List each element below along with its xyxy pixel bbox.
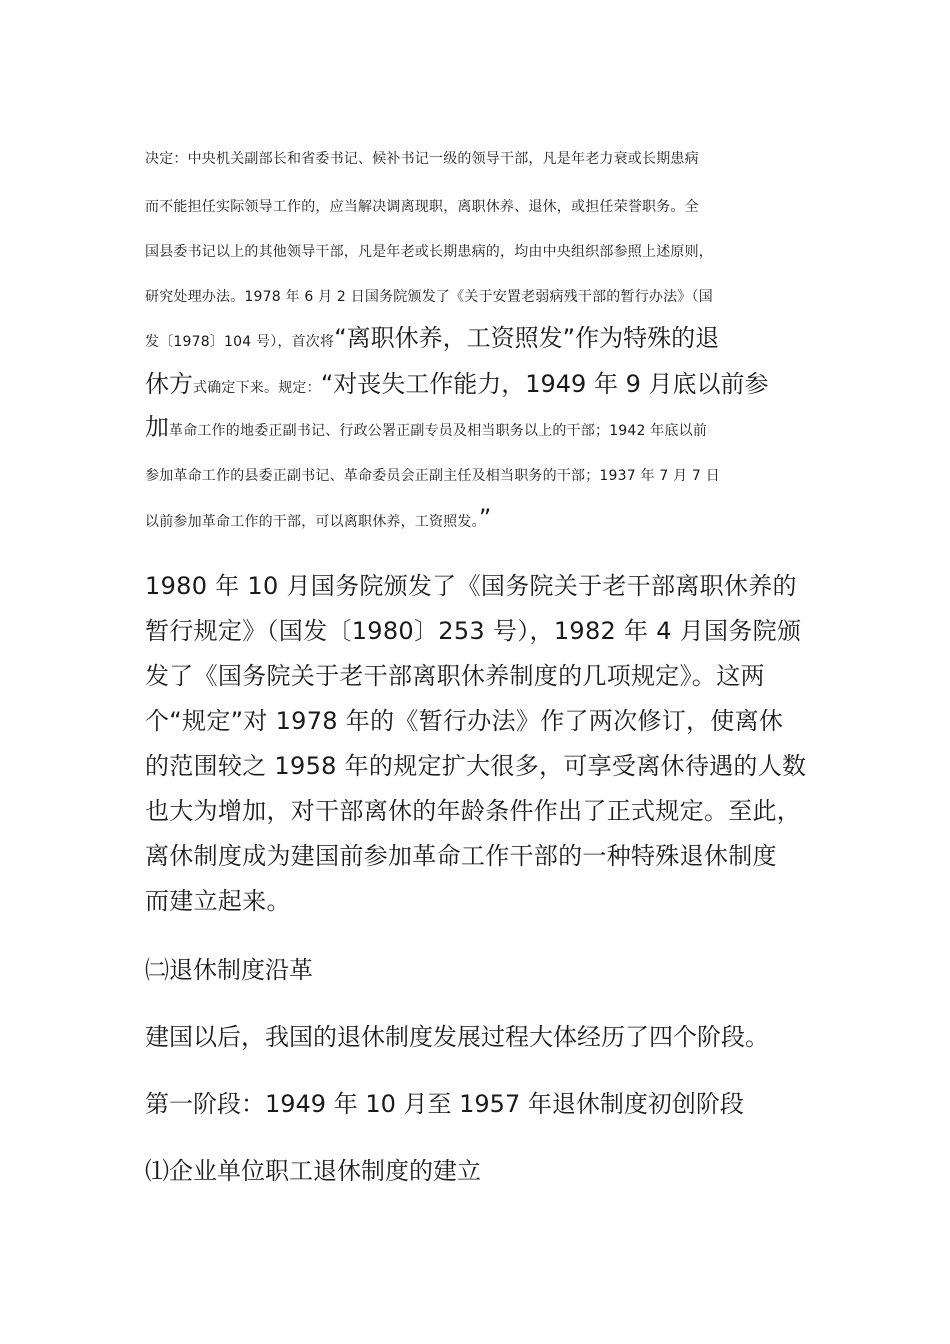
quote-line-5-big: “离职休养，工资照发”作为特殊的退 [334, 324, 720, 352]
sub-heading-1: ⑴企业单位职工退休制度的建立 [145, 1157, 481, 1185]
quote-line-9 [145, 506, 491, 530]
quote-line-6-big-b: “对丧失工作能力，1949 年 9 月底以前参 [320, 370, 769, 398]
quote-line-7-small: 革命工作的地委正副书记、行政公署正副专员及相当职务以上的干部；1942 年底以前 [169, 423, 708, 439]
quote-line-6-big-a: 休方 [145, 370, 193, 398]
quote-line-7-big: 加 [145, 413, 169, 441]
quote-line-6-small: 式确定下来。规定： [193, 380, 321, 396]
paragraph-1-line-8: 而建立起来。 [145, 887, 291, 915]
stage-1-heading: 第一阶段：1949 年 10 月至 1957 年退休制度初创阶段 [145, 1090, 744, 1118]
paragraph-2: 建国以后，我国的退休制度发展过程大体经历了四个阶段。 [145, 1023, 769, 1051]
quote-line-5-small: 发〔1978〕104 号），首次将 [145, 334, 335, 350]
paragraph-1-line-2: 暂行规定》（国发〔1980〕253 号），1982 年 4 月国务院颁 [145, 617, 802, 645]
paragraph-1-line-5: 的范围较之 1958 年的规定扩大很多，可享受离休待遇的人数 [145, 752, 807, 780]
quote-line-6 [145, 372, 768, 396]
paragraph-1-line-6: 也大为增加，对干部离休的年龄条件作出了正式规定。至此， [145, 797, 802, 825]
quote-line-9-small: 以前参加革命工作的干部，可以离职休养，工资照发。 [145, 514, 479, 530]
quote-line-2: 而不能担任实际领导工作的，应当解决调离现职，离职休养、退休，或担任荣誉职务。全 [145, 199, 699, 215]
quote-line-9-big: ” [478, 504, 492, 532]
quote-line-4: 研究处理办法。1978 年 6 月 2 日国务院颁发了《关于安置老弱病残干部的暂行办法》（国 [145, 289, 713, 305]
paragraph-1-line-7: 离休制度成为建国前参加革命工作干部的一种特殊退休制度 [145, 842, 777, 870]
quote-line-8: 参加革命工作的县委正副书记、革命委员会正副主任及相当职务的干部；1937 年 7 月 7 日 [145, 468, 720, 484]
quote-line-3: 国县委书记以上的其他领导干部，凡是年老或长期患病的，均由中央组织部参照上述原则， [145, 244, 713, 260]
section-heading-2: ㈡退休制度沿革 [145, 956, 313, 984]
quote-line-5 [145, 326, 719, 350]
paragraph-1-line-1: 1980 年 10 月国务院颁发了《国务院关于老干部离职休养的 [145, 572, 797, 600]
paragraph-1-line-4: 个“规定”对 1978 年的《暂行办法》作了两次修订，使离休 [145, 707, 784, 735]
quote-line-1: 决定：中央机关副部长和省委书记、候补书记一级的领导干部，凡是年老力衰或长期患病 [145, 151, 699, 167]
paragraph-1-line-3: 发了《国务院关于老干部离职休养制度的几项规定》。这两 [145, 662, 765, 690]
quote-line-7 [145, 415, 707, 439]
